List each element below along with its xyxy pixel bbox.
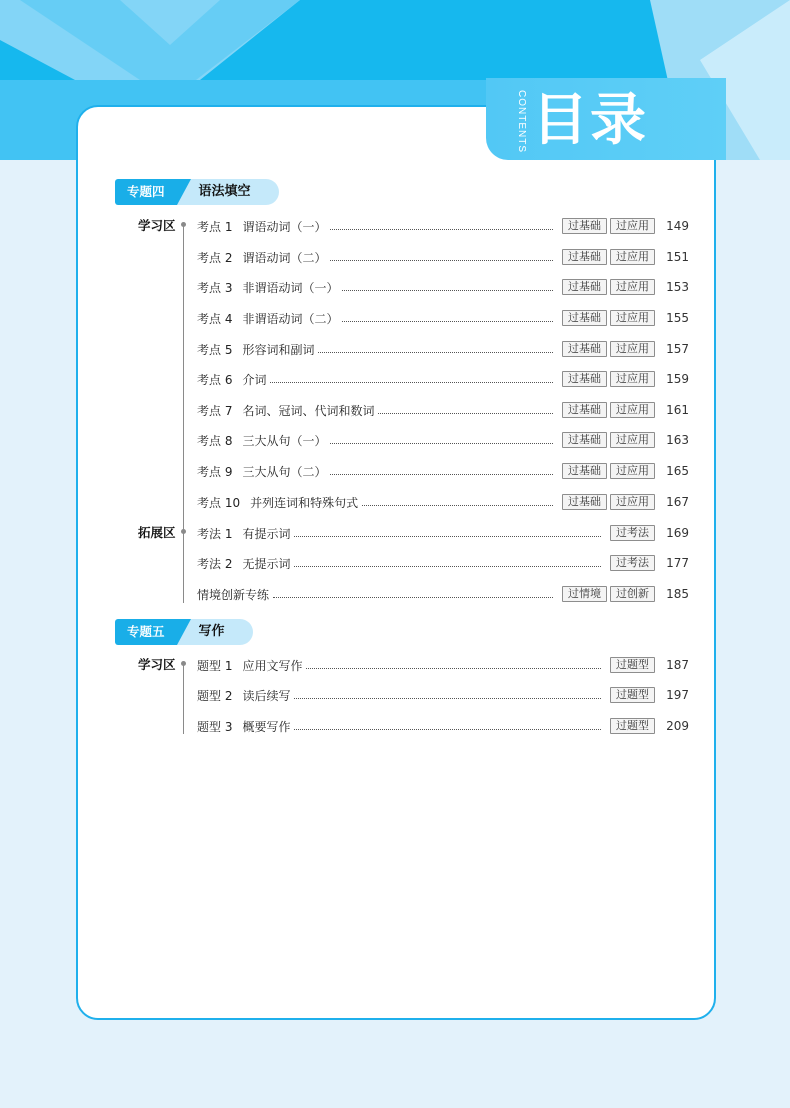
timeline-line <box>183 225 184 603</box>
toc-entry[interactable]: 考点 6 介词 过基础 过应用 159 <box>197 372 689 387</box>
badge[interactable]: 过考法 <box>610 525 655 541</box>
toc-entry[interactable] <box>197 586 689 602</box>
badge[interactable]: 过基础 <box>562 218 607 234</box>
entry-title: 情境创新专练 <box>197 587 270 602</box>
dot-leader <box>294 697 601 699</box>
toc-entry[interactable]: 考点 1 谓语动词（一） 过基础 过应用 149 <box>197 219 689 234</box>
entry-title: 谓语动词（一） <box>242 219 327 234</box>
dot-leader <box>294 728 601 730</box>
timeline-line <box>183 664 184 734</box>
badge[interactable]: 过应用 <box>610 402 655 418</box>
dot-leader <box>330 473 553 475</box>
badge[interactable]: 过基础 <box>562 402 607 418</box>
section-tab: 专题四 <box>115 179 177 205</box>
page-number: 157 <box>666 342 689 356</box>
badge[interactable]: 过题型 <box>610 718 655 734</box>
toc-entry[interactable]: 考点 9 三大从句（二） 过基础 过应用 165 <box>197 464 689 479</box>
entry-title: 概要写作 <box>242 719 291 734</box>
entry-title: 非谓语动词（二） <box>242 311 339 326</box>
page-number: 185 <box>666 587 689 601</box>
badge[interactable]: 过考法 <box>610 555 655 571</box>
badge[interactable]: 过基础 <box>562 463 607 479</box>
toc-entry[interactable]: 考点 8 三大从句（一） 过基础 过应用 163 <box>197 433 689 448</box>
section-title: 语法填空 <box>177 179 279 205</box>
dot-leader <box>342 289 553 291</box>
page-number: 209 <box>666 719 689 733</box>
zone-label: 学习区 <box>138 657 176 672</box>
dot-leader <box>330 228 553 230</box>
dot-leader <box>294 565 601 567</box>
toc-entry[interactable]: 考法 1 有提示词 过考法 169 <box>197 526 689 541</box>
page-number: 155 <box>666 311 689 325</box>
dot-leader <box>362 504 553 506</box>
dot-leader <box>306 667 601 669</box>
badge[interactable]: 过题型 <box>610 657 655 673</box>
timeline-dot <box>181 529 186 534</box>
page-number: 169 <box>666 526 689 540</box>
badge[interactable]: 过情境 <box>562 586 607 602</box>
badge[interactable]: 过题型 <box>610 687 655 703</box>
section-header <box>115 619 253 645</box>
page-number: 177 <box>666 556 689 570</box>
badge[interactable]: 过应用 <box>610 279 655 295</box>
page-number: 197 <box>666 688 689 702</box>
toc-entry[interactable]: 考点 2 谓语动词（二） 过基础 过应用 151 <box>197 250 689 265</box>
toc-entry[interactable]: 考点 3 非谓语动词（一） 过基础 过应用 153 <box>197 280 689 295</box>
toc-entry[interactable]: 考点 10 并列连词和特殊句式 过基础 过应用 167 <box>197 495 689 510</box>
entry-title: 读后续写 <box>242 688 291 703</box>
badge[interactable]: 过应用 <box>610 463 655 479</box>
dot-leader <box>330 259 553 261</box>
badge[interactable]: 过应用 <box>610 310 655 326</box>
entry-title: 形容词和副词 <box>242 342 315 357</box>
toc-entry[interactable]: 考点 7 名词、冠词、代词和数词 过基础 过应用 161 <box>197 403 689 418</box>
badge[interactable]: 过基础 <box>562 279 607 295</box>
page-number: 161 <box>666 403 689 417</box>
page-number: 149 <box>666 219 689 233</box>
entry-title: 有提示词 <box>242 526 291 541</box>
page-title: 目录 <box>532 88 648 153</box>
badge[interactable]: 过应用 <box>610 432 655 448</box>
toc-entry[interactable]: 考点 4 非谓语动词（二） 过基础 过应用 155 <box>197 311 689 326</box>
page-number: 153 <box>666 280 689 294</box>
section-header <box>115 179 279 205</box>
dot-leader <box>342 320 553 322</box>
dot-leader <box>273 596 553 598</box>
entry-title: 介词 <box>242 372 267 387</box>
badge[interactable]: 过应用 <box>610 218 655 234</box>
entry-title: 谓语动词（二） <box>242 250 327 265</box>
toc-entry[interactable]: 题型 2 读后续写 过题型 197 <box>197 688 689 703</box>
badge[interactable]: 过基础 <box>562 341 607 357</box>
entry-title: 应用文写作 <box>242 658 303 673</box>
entry-title: 三大从句（一） <box>242 433 327 448</box>
section-title: 写作 <box>177 619 253 645</box>
contents-subtitle: CONTENTS <box>516 89 527 153</box>
page-number: 163 <box>666 433 689 447</box>
entry-title: 并列连词和特殊句式 <box>250 495 359 510</box>
entry-title: 非谓语动词（一） <box>242 280 339 295</box>
entry-title: 无提示词 <box>242 556 291 571</box>
badge[interactable]: 过基础 <box>562 310 607 326</box>
zone-label: 学习区 <box>138 218 176 233</box>
toc-entry[interactable]: 题型 3 概要写作 过题型 209 <box>197 719 689 734</box>
page-number: 167 <box>666 495 689 509</box>
dot-leader <box>330 442 553 444</box>
toc-entry[interactable]: 考点 5 形容词和副词 过基础 过应用 157 <box>197 342 689 357</box>
section-tab: 专题五 <box>115 619 177 645</box>
dot-leader <box>270 381 553 383</box>
badge[interactable]: 过基础 <box>562 432 607 448</box>
page-number: 159 <box>666 372 689 386</box>
page-number: 151 <box>666 250 689 264</box>
entry-title: 三大从句（二） <box>242 464 327 479</box>
badge[interactable]: 过创新 <box>610 586 655 602</box>
badge[interactable]: 过基础 <box>562 249 607 265</box>
badge[interactable]: 过基础 <box>562 494 607 510</box>
toc-entry[interactable]: 题型 1 应用文写作 过题型 187 <box>197 658 689 673</box>
dot-leader <box>378 412 553 414</box>
zone-label: 拓展区 <box>138 525 176 540</box>
dot-leader <box>294 535 601 537</box>
badge[interactable]: 过应用 <box>610 249 655 265</box>
dot-leader <box>318 351 553 353</box>
entry-title: 名词、冠词、代词和数词 <box>242 403 375 418</box>
badge[interactable]: 过应用 <box>610 341 655 357</box>
badge[interactable]: 过应用 <box>610 494 655 510</box>
page-number: 187 <box>666 658 689 672</box>
toc-entry[interactable]: 考法 2 无提示词 过考法 177 <box>197 556 689 571</box>
page-number: 165 <box>666 464 689 478</box>
badge[interactable]: 过基础 <box>562 371 607 387</box>
badge[interactable]: 过应用 <box>610 371 655 387</box>
